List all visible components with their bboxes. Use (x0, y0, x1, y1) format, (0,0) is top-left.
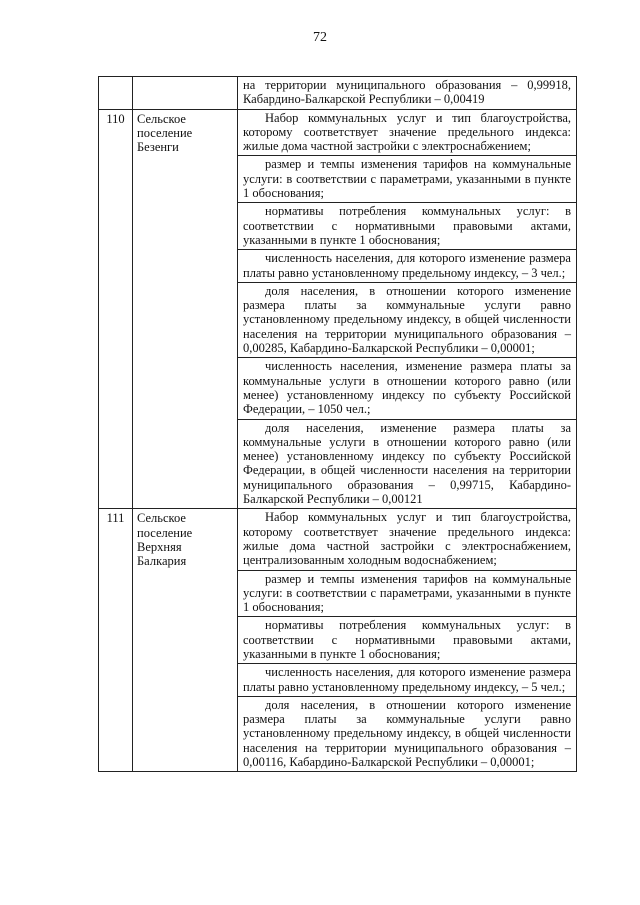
paragraph: численность населения, для которого изменение размера платы равно установленному предельному индексу, – 5 чел.; (238, 663, 576, 696)
table-row-continuation (99, 77, 577, 110)
settlement-name: Сельское поселение Верхняя Балкария (133, 509, 238, 772)
name-cell-empty (133, 77, 238, 110)
desc-cell (238, 509, 577, 772)
paragraph: нормативы потребления коммунальных услуг: в соответствии с нормативными правовыми актами, указанными в пункте 1 обоснования; (238, 616, 576, 663)
desc-cell (238, 109, 577, 509)
paragraph: Набор коммунальных услуг и тип благоустройства, которому соответствует значение предельного индекса: жилые дома частной застройки с электроснабжением; (243, 110, 571, 154)
table-row-111 (99, 509, 577, 772)
paragraph: доля населения, в отношении которого изменение размера платы за коммунальные услуги равно установленному предельному индексу, в общей численности населения на территории муниципального образования – 0,00285, Кабардино-Балкарской Республики – 0,00001; (238, 282, 576, 357)
paragraph: численность населения, изменение размера платы за коммунальные услуги в отношении которого равно (или менее) установленному индексу по субъекту Российской Федерации, – 1050 чел.; (238, 357, 576, 418)
paragraph: Набор коммунальных услуг и тип благоустройства, которому соответствует значение предельного индекса: жилые дома частной застройки с электроснабжением, централизованным холодным водоснабжением; (243, 510, 571, 568)
row-number: 111 (99, 509, 133, 772)
paragraph: численность населения, для которого изменение размера платы равно установленному предельному индексу, – 3 чел.; (238, 249, 576, 282)
paragraph: доля населения, в отношении которого изменение размера платы за коммунальные услуги равно установленному предельному индексу, в общей численности населения на территории муниципального образования – 0,00116, Кабардино-Балкарской Республики – 0,00001; (238, 696, 576, 771)
continuation-paragraph: на территории муниципального образования – 0,99918, Кабардино-Балкарской Республики – 0,00419 (243, 78, 571, 107)
table-row-110 (99, 109, 577, 509)
paragraph: размер и темпы изменения тарифов на коммунальные услуги: в соответствии с параметрами, указанными в пункте 1 обоснования; (238, 570, 576, 617)
paragraph: размер и темпы изменения тарифов на коммунальные услуги: в соответствии с параметрами, указанными в пункте 1 обоснования; (238, 155, 576, 202)
tariff-table (98, 76, 577, 772)
page-number: 72 (313, 30, 327, 45)
settlement-name: Сельское поселение Безенги (133, 109, 238, 509)
paragraph: доля населения, изменение размера платы за коммунальные услуги в отношении которого равно (или менее) установленному индексу по субъекту Российской Федерации, в общей численности населения на территории муниципального образования – 0,99715, Кабардино-Балкарской Республики – 0,00121 (238, 419, 576, 509)
num-cell-empty (99, 77, 133, 110)
row-number: 110 (99, 109, 133, 509)
desc-cell (238, 77, 577, 110)
paragraph: нормативы потребления коммунальных услуг: в соответствии с нормативными правовыми актами, указанными в пункте 1 обоснования; (238, 202, 576, 249)
